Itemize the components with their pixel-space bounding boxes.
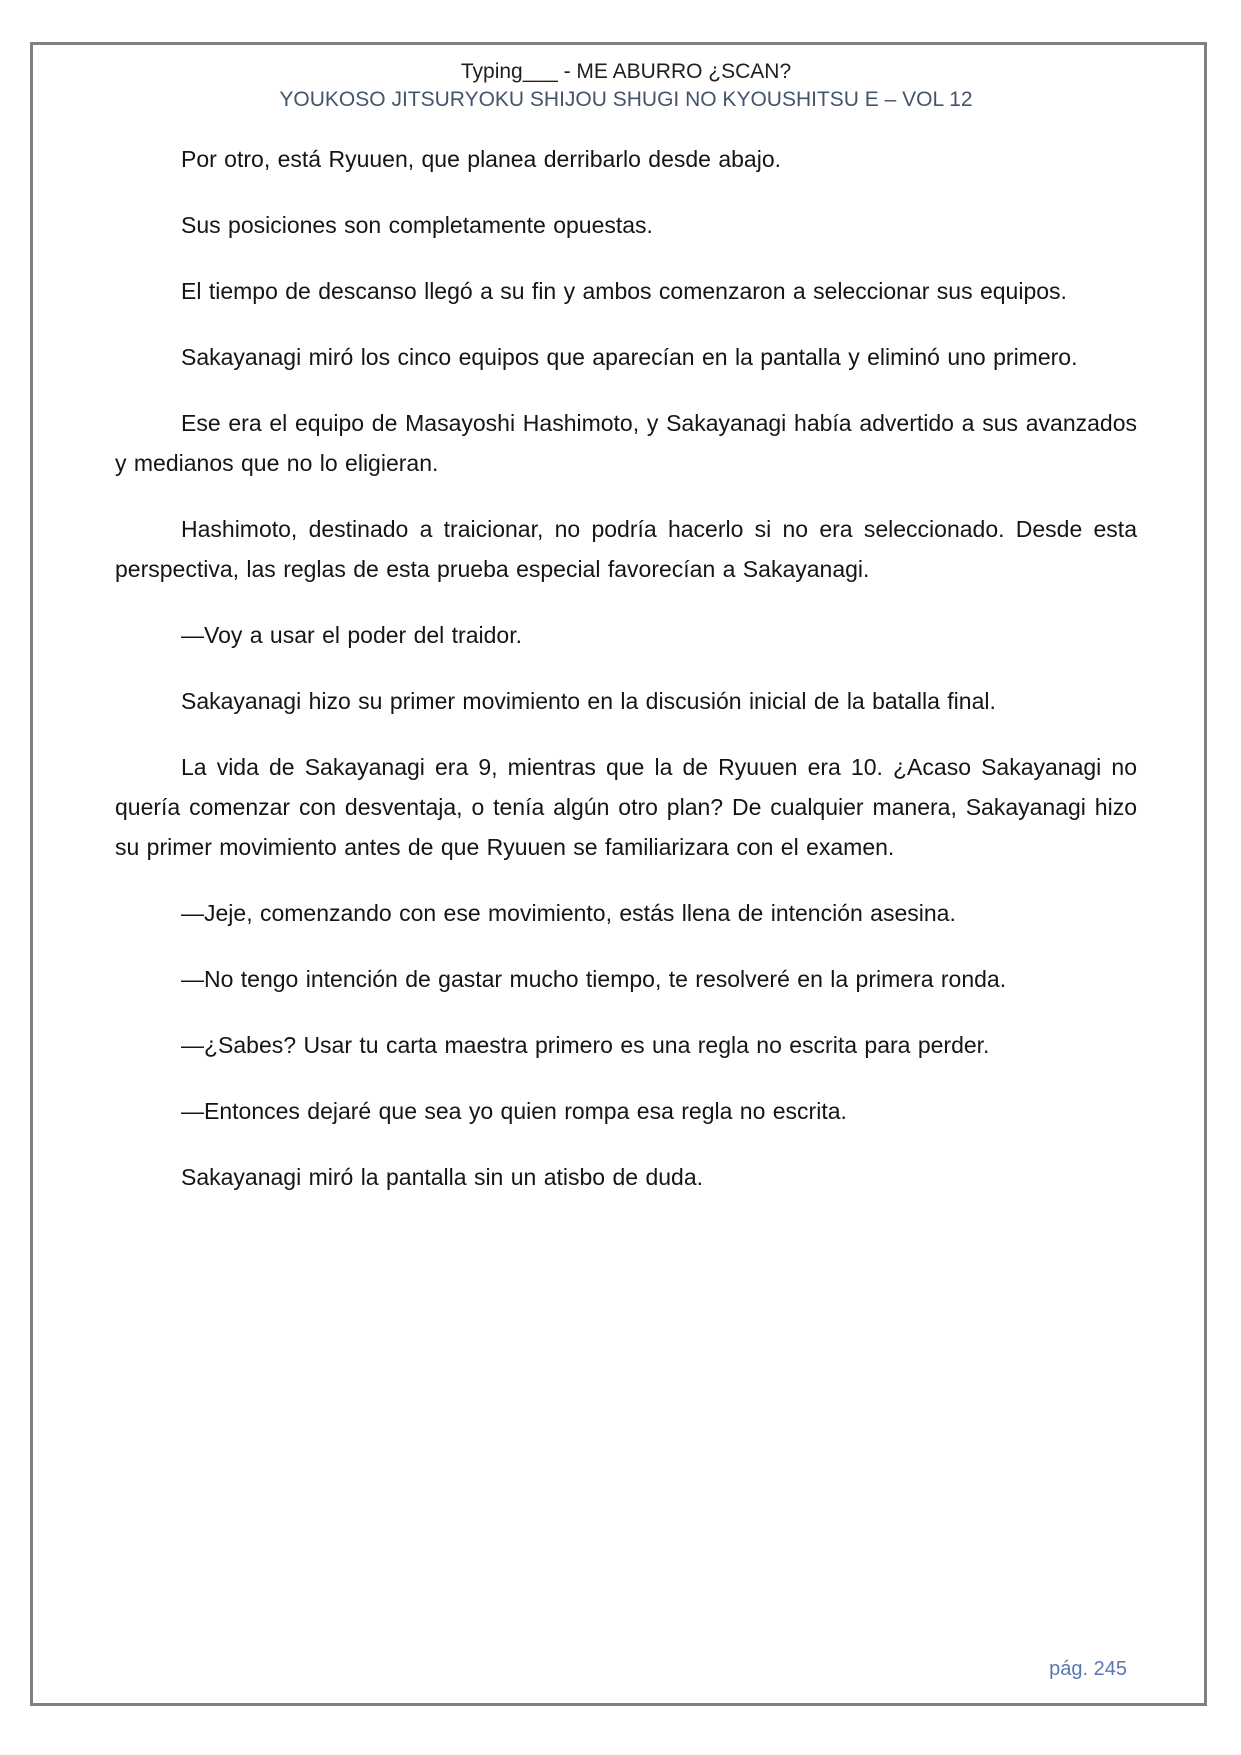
paragraph-8: Sakayanagi hizo su primer movimiento en la discusión inicial de la batalla final. (181, 688, 996, 714)
document-footer (115, 1658, 1127, 1681)
header-subtitle: YOUKOSO JITSURYOKU SHIJOU SHUGI NO KYOUSHITSU E – VOL 12 (279, 88, 973, 111)
page-number: pág. 245 (1049, 1658, 1127, 1680)
paragraph-14: Sakayanagi miró la pantalla sin un atisbo de duda. (181, 1164, 704, 1190)
paragraph-4: Sakayanagi miró los cinco equipos que aparecían en la pantalla y eliminó uno primero. (181, 344, 1078, 370)
document-header (115, 58, 1137, 114)
paragraph-11: —No tengo intención de gastar mucho tiempo, te resolveré en la primera ronda. (181, 966, 1007, 992)
document-body (115, 139, 1137, 1223)
paragraph-5: Ese era el equipo de Masayoshi Hashimoto, y Sakayanagi había advertido a sus avanzados y medianos que no lo eligieran. (115, 410, 1137, 476)
paragraph-9: La vida de Sakayanagi era 9, mientras que la de Ryuuen era 10. ¿Acaso Sakayanagi no quería comenzar con desventaja, o tenía algún otro plan? De cualquier manera, Sakayanagi hizo su primer movimiento antes de que Ryuuen se familiarizara con el examen. (115, 754, 1137, 860)
paragraph-1: Por otro, está Ryuuen, que planea derribarlo desde abajo. (181, 146, 782, 172)
paragraph-10: —Jeje, comenzando con ese movimiento, estás llena de intención asesina. (181, 900, 956, 926)
paragraph-2: Sus posiciones son completamente opuestas. (181, 212, 653, 238)
paragraph-3: El tiempo de descanso llegó a su fin y ambos comenzaron a seleccionar sus equipos. (181, 278, 1067, 304)
paragraph-7: —Voy a usar el poder del traidor. (181, 622, 522, 648)
paragraph-12: —¿Sabes? Usar tu carta maestra primero es una regla no escrita para perder. (181, 1032, 990, 1058)
paragraph-13: —Entonces dejaré que sea yo quien rompa esa regla no escrita. (181, 1098, 847, 1124)
paragraph-6: Hashimoto, destinado a traicionar, no podría hacerlo si no era seleccionado. Desde esta perspectiva, las reglas de esta prueba especial favorecían a Sakayanagi. (115, 516, 1137, 582)
header-title: Typing___ - ME ABURRO ¿SCAN? (460, 60, 792, 83)
